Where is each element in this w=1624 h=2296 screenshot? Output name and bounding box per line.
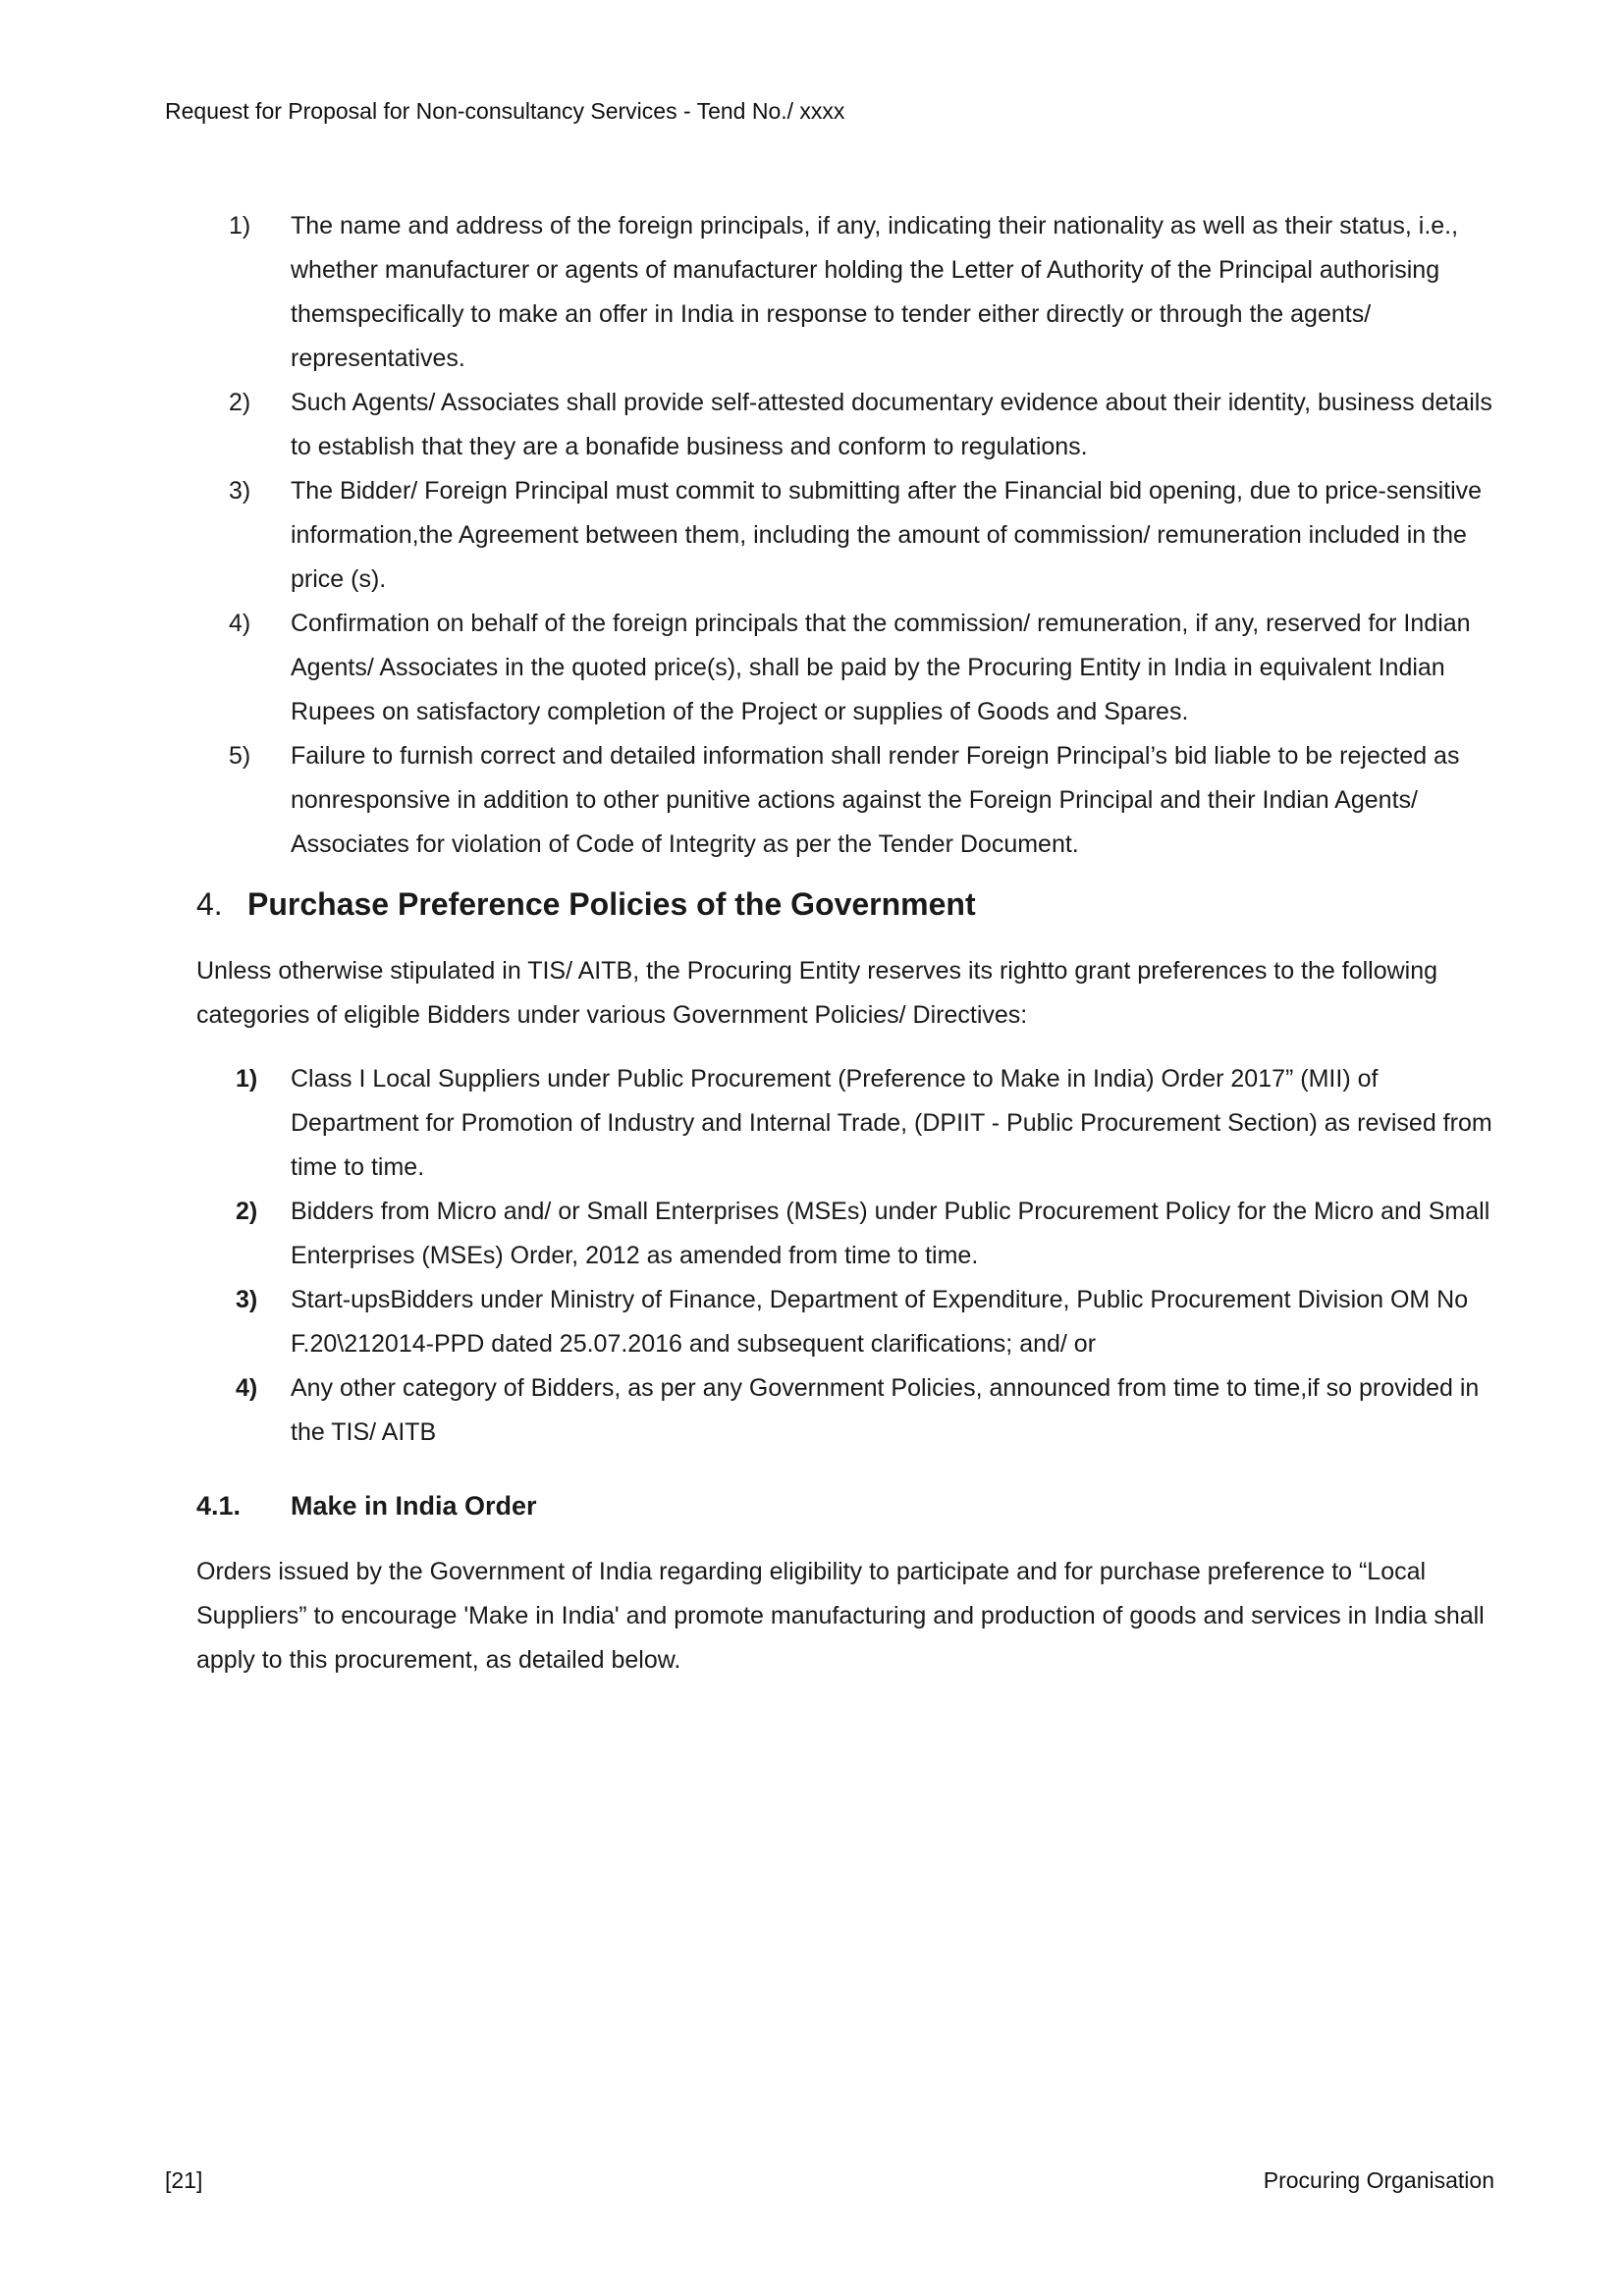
section-intro-paragraph: Unless otherwise stipulated in TIS/ AITB, the Procuring Entity reserves its rightto grant preferences to the following categories of eligible Bidders under various Government Policies/ Directives: bbox=[196, 957, 1438, 1029]
list-item-text: The name and address of the foreign principals, if any, indicating their nationality as well as their status, i.e., whether manufacturer or agents of manufacturer holding the Letter of Authority of the Principal authorising themspecifically to make an offer in India in response to tender either directly or through the agents/ representatives. bbox=[291, 212, 1459, 372]
list-item bbox=[196, 381, 1494, 469]
list-item-text: The Bidder/ Foreign Principal must commit to submitting after the Financial bid opening, due to price-sensitive information,the Agreement between them, including the amount of commission/ remuneration included in the price (s). bbox=[291, 477, 1483, 593]
subsection-title: Make in India Order bbox=[291, 1491, 537, 1521]
list-item-text: Such Agents/ Associates shall provide self-attested documentary evidence about their identity, business details to establish that they are a bonafide business and conform to regulations. bbox=[291, 389, 1492, 460]
list-item-number: 3) bbox=[236, 1286, 258, 1313]
make-in-india-paragraph: Orders issued by the Government of India regarding eligibility to participate and for purchase preference to “Local Suppliers” to encourage 'Make in India' and promote manufacturing and production of goods and services in India shall apply to this procurement, as detailed below. bbox=[196, 1558, 1485, 1674]
running-header: Request for Proposal for Non-consultancy Services - Tend No./ xxxx bbox=[165, 98, 845, 124]
list-item-number: 3) bbox=[229, 477, 251, 505]
section-heading bbox=[196, 881, 1494, 928]
list-item-text: Failure to furnish correct and detailed information shall render Foreign Principal’s bid liable to be rejected as nonresponsive in addition to other punitive actions against the Foreign Principal and their Indian Agents/ Associates for violation of Code of Integrity as per the Tender Document. bbox=[291, 742, 1460, 858]
list-item-text: Any other category of Bidders, as per any Government Policies, announced from time to time,if so provided in the TIS/ AITB bbox=[291, 1374, 1480, 1446]
list-item bbox=[196, 734, 1494, 867]
list-item bbox=[196, 1278, 1494, 1366]
list-item bbox=[196, 469, 1494, 602]
subsection-number: 4.1. bbox=[196, 1491, 242, 1521]
list-item-number: 2) bbox=[229, 389, 251, 416]
page-number: [21] bbox=[165, 2167, 203, 2193]
list-item bbox=[196, 1366, 1494, 1455]
list-item-number: 1) bbox=[236, 1065, 258, 1093]
page-footer bbox=[165, 2163, 1494, 2197]
document-body bbox=[196, 204, 1494, 1682]
list-item bbox=[196, 602, 1494, 734]
list-item-text: Start-upsBidders under Ministry of Finance, Department of Expenditure, Public Procurement Division OM No F.20\212014-PPD dated 25.07.2016 and subsequent clarifications; and/ or bbox=[291, 1286, 1469, 1358]
list-item-text: Class I Local Suppliers under Public Procurement (Preference to Make in India) Order 2017” (MII) of Department for Promotion of Industry and Internal Trade, (DPIIT - Public Procurement Section) as revised from time to time. bbox=[291, 1065, 1492, 1181]
preference-categories-list bbox=[196, 1057, 1494, 1455]
section-title: Purchase Preference Policies of the Government bbox=[247, 886, 976, 922]
list-item-number: 5) bbox=[229, 742, 251, 770]
list-item bbox=[196, 204, 1494, 381]
list-item-text: Bidders from Micro and/ or Small Enterprises (MSEs) under Public Procurement Policy for the Micro and Small Enterprises (MSEs) Order, 2012 as amended from time to time. bbox=[291, 1198, 1490, 1269]
list-item-number: 2) bbox=[236, 1198, 258, 1225]
list-item-number: 4) bbox=[229, 610, 251, 637]
section-number: 4. bbox=[196, 886, 223, 922]
list-item-number: 4) bbox=[236, 1374, 258, 1402]
list-item bbox=[196, 1057, 1494, 1190]
list-item-text: Confirmation on behalf of the foreign principals that the commission/ remuneration, if any, reserved for Indian Agents/ Associates in the quoted price(s), shall be paid by the Procuring Entity in India in equivalent Indian Rupees on satisfactory completion of the Project or supplies of Goods and Spares. bbox=[291, 610, 1471, 725]
list-item-number: 1) bbox=[229, 212, 251, 240]
subsection-heading bbox=[196, 1484, 1494, 1528]
foreign-principals-list bbox=[196, 204, 1494, 867]
footer-organisation: Procuring Organisation bbox=[1263, 2167, 1494, 2193]
list-item bbox=[196, 1190, 1494, 1278]
